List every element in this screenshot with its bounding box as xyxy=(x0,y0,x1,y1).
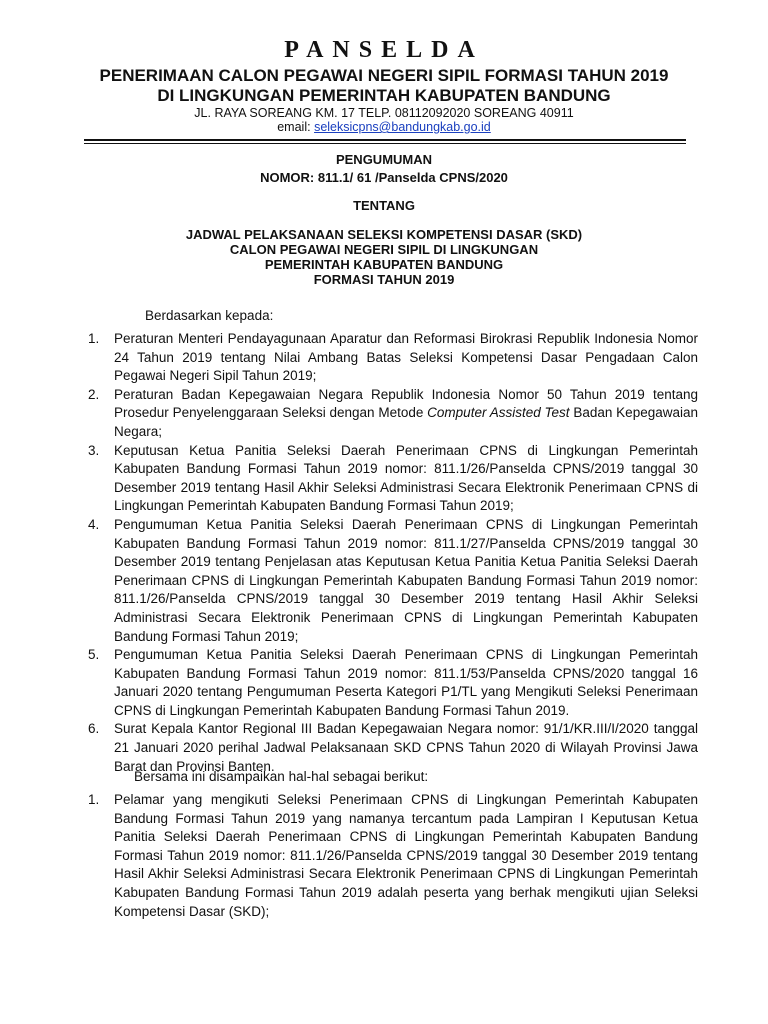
item-text: Pengumuman Ketua Panitia Seleksi Daerah Penerimaan CPNS di Lingkungan Pemerintah Kabupaten Bandung Formasi Tahun 2019 nomor: 811.1/53/Panselda CPNS/2020 tanggal 16 Januari 2020 tentang Pengumuman Peserta Kategori P1/TL yang Mengikuti Seleksi Penerimaan CPNS di Lingkungan Pemerintah Kabupaten Bandung Formasi Tahun 2019. xyxy=(114,647,698,718)
item-number: 5. xyxy=(88,647,100,663)
email-link[interactable]: seleksicpns@bandungkab.go.id xyxy=(314,120,491,134)
letterhead-title-line-2: DI LINGKUNGAN PEMERINTAH KABUPATEN BANDUNG xyxy=(157,86,611,105)
header-divider xyxy=(84,139,686,141)
list-item xyxy=(88,330,698,386)
announcement-heading: PENGUMUMAN xyxy=(335,152,433,167)
item-number: 1. xyxy=(88,792,100,807)
subject-line-3: PEMERINTAH KABUPATEN BANDUNG xyxy=(264,257,504,272)
item-text: Surat Kepala Kantor Regional III Badan Kepegawaian Negara nomor: 91/1/KR.III/I/2020 tanggal 21 Januari 2020 perihal Jadwal Pelaksanaan SKD CPNS Tahun 2020 di Wilayah Provinsi Jawa Barat dan Provinsi Banten. xyxy=(114,721,698,774)
list-item xyxy=(88,386,698,442)
subject-line-4: FORMASI TAHUN 2019 xyxy=(313,272,455,287)
item-number: 4. xyxy=(88,516,100,532)
email-label: email: xyxy=(277,120,311,134)
item-text-after: Badan Kepegawaian Negara; xyxy=(114,405,698,439)
item-number: 2. xyxy=(88,386,100,402)
item-number: 3. xyxy=(88,442,100,458)
item-text: Keputusan Ketua Panitia Seleksi Daerah Penerimaan CPNS di Lingkungan Pemerintah Kabupaten Bandung Formasi Tahun 2019 nomor: 811.1/26/Panselda CPNS/2019 tanggal 30 Desember 2019 tentang Hasil Akhir Seleksi Administrasi Secara Elektronik Penerimaan CPNS di Lingkungan Pemerintah Kabupaten Bandung Formasi Tahun 2019; xyxy=(114,442,698,514)
item-number: 6. xyxy=(88,721,100,737)
header-divider-thin xyxy=(84,143,686,144)
announcement-about: TENTANG xyxy=(353,198,415,213)
considering-intro: Berdasarkan kepada: xyxy=(145,308,274,323)
letterhead-address: JL. RAYA SOREANG KM. 17 TELP. 08112092020 SOREANG 40911 xyxy=(194,106,574,120)
content-list xyxy=(88,791,698,921)
list-item xyxy=(88,791,698,921)
list-item xyxy=(88,646,698,720)
subject-line-2: CALON PEGAWAI NEGERI SIPIL DI LINGKUNGAN xyxy=(229,242,539,257)
org-name: PANSELDA xyxy=(284,37,484,63)
item-text: Pengumuman Ketua Panitia Seleksi Daerah Penerimaan CPNS di Lingkungan Pemerintah Kabupaten Bandung Formasi Tahun 2019 nomor: 811.1/27/Panselda CPNS/2019 tanggal 30 Desember 2019 tentang Penjelasan atas Keputusan Ketua Panitia Ketua Panitia Seleksi Daerah Penerimaan CPNS di Lingkungan Pemerintah Kabupaten Bandung Formasi Tahun 2019 nomor: 811.1/26/Panselda CPNS/2019 tanggal 30 Desember 2019 tentang Hasil Akhir Seleksi Administrasi Secara Elektronik Penerimaan CPNS di Lingkungan Pemerintah Kabupaten Bandung Formasi Tahun 2019; xyxy=(114,516,698,644)
item-text-before: Peraturan Badan Kepegawaian Negara Republik Indonesia Nomor 50 Tahun 2019 tentang Prosedur Penyelenggaraan Seleksi dengan Metode xyxy=(114,386,698,421)
item-text: Peraturan Menteri Pendayagunaan Aparatur dan Reformasi Birokrasi Republik Indonesia Nomor 24 Tahun 2019 tentang Nilai Ambang Batas Seleksi Kompetensi Dasar Pengadaan Calon Pegawai Negeri Sipil Tahun 2019; xyxy=(114,331,698,384)
letterhead-title-line-1: PENERIMAAN CALON PEGAWAI NEGERI SIPIL FORMASI TAHUN 2019 xyxy=(99,66,669,85)
subject-line-1: JADWAL PELAKSANAAN SELEKSI KOMPETENSI DASAR (SKD) xyxy=(185,227,583,242)
letterhead-email-line xyxy=(0,120,768,135)
item-text: Pelamar yang mengikuti Seleksi Penerimaan CPNS di Lingkungan Pemerintah Kabupaten Bandung Formasi Tahun 2019 yang namanya tercantum pada Lampiran I Keputusan Ketua Panitia Seleksi Daerah Penerimaan CPNS di Lingkungan Pemerintah Kabupaten Bandung Formasi Tahun 2019 nomor: 811.1/26/Panselda CPNS/2019 tanggal 30 Desember 2019 tentang Hasil Akhir Seleksi Administrasi Secara Elektronik Penerimaan CPNS di Lingkungan Pemerintah Kabupaten Bandung Formasi Tahun 2019 adalah peserta yang berhak mengikuti ujian Seleksi Kompetensi Dasar (SKD); xyxy=(114,792,698,919)
item-text-italic: Computer Assisted Test xyxy=(427,405,570,421)
content-intro: Bersama ini disampaikan hal-hal sebagai berikut: xyxy=(134,769,429,784)
item-number: 1. xyxy=(88,331,100,346)
list-item xyxy=(88,442,698,516)
considering-list xyxy=(88,330,698,776)
announcement-number: NOMOR: 811.1/ 61 /Panselda CPNS/2020 xyxy=(260,170,508,185)
list-item xyxy=(88,516,698,646)
